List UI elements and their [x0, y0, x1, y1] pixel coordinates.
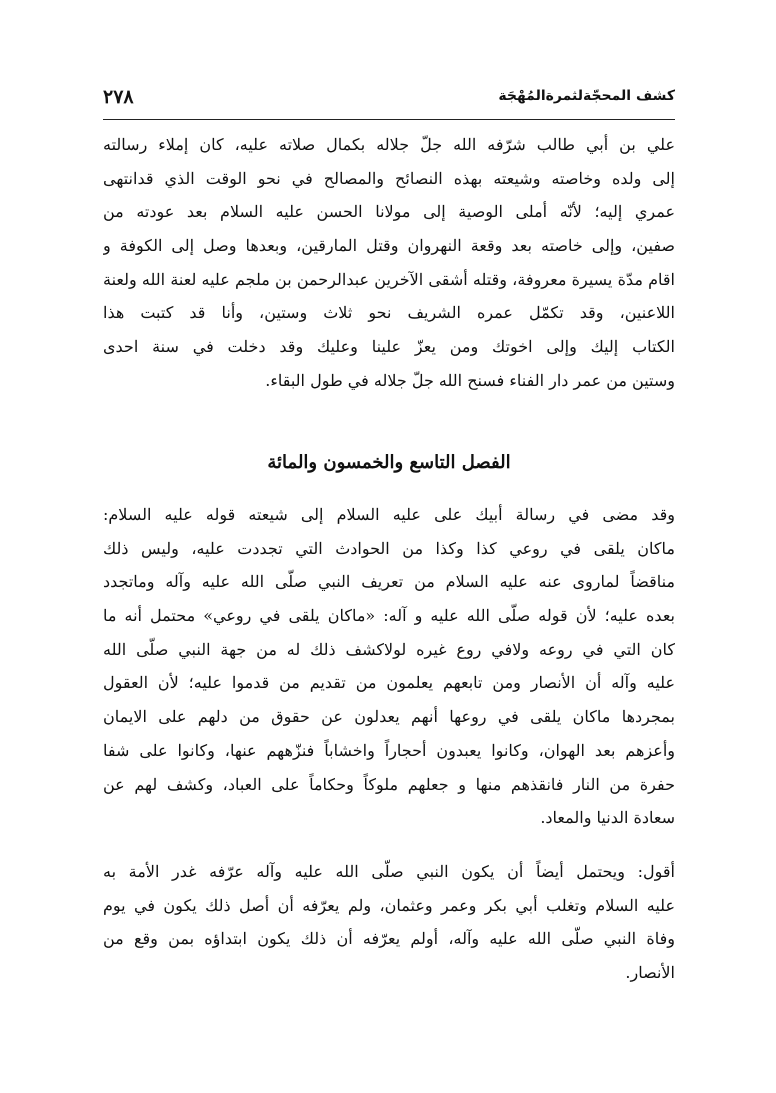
text-line: الكتاب إليك وإلى اخوتك ومن يعزّ علينا وعليك وقد دخلت في سنة احدى	[103, 337, 675, 357]
text-line: اللاعنين، وقد تكمّل عمره الشريف نحو ثلاث وستين، وأنا قد كتبت هذا	[103, 303, 675, 323]
text-line: وأعزهم بعد الهوان، وكانوا يعبدون أحجاراً واخشاباً فنزّههم عنها، وكانوا على شفا	[103, 740, 675, 760]
text-line: صفين، وإلى خاصته بعد وقعة النهروان وقتل المارقين، وبعدها وصل إلى الكوفة و	[103, 236, 675, 256]
text-line: اقام مدّة يسيرة معروفة، وقتله أشقى الآخرين عبدالرحمن بن ملجم عليه لعنة الله ولعنة	[103, 269, 675, 289]
text-line: بعده عليه؛ لأن قوله صلّى الله عليه و آله: «ماكان يلقى في روعي» محتمل أنه ما	[103, 606, 675, 626]
page-header	[103, 80, 675, 120]
text-line: عمري إليه؛ لأنّه أملى الوصية إلى مولانا الحسن عليه السلام بعد عودته من	[103, 202, 675, 222]
paragraph-3	[103, 855, 675, 990]
text-line: وقد مضى في رسالة أبيك على عليه السلام إلى شيعته قوله عليه السلام:	[103, 505, 675, 524]
text-line: علي بن أبي طالب شرّفه الله جلّ جلاله بكمال صلاته عليه، كان إملاء رسالته	[103, 135, 675, 154]
paragraph-1	[103, 128, 675, 398]
text-line: الأنصار.	[625, 963, 675, 983]
text-line: عليه وآله أن الأنصار ومن تابعهم يعلمون من تقديم من قدموا عليه؛ لأن العقول	[103, 673, 675, 693]
text-line: بمجردها ماكان يلقى في روعها أنهم يعدلون عن حقوق من دلهم على الايمان	[103, 707, 675, 727]
running-title: كشف المحجّةلثمرةالمُهْجَة	[498, 88, 675, 104]
page-number: ٢٧٨	[103, 86, 134, 108]
header-rule	[103, 119, 675, 120]
text-line: حفرة من النار فانقذهم منها و جعلهم ملوكاً وحكاماً على العباد، وكشف لهم عن	[103, 774, 675, 794]
text-line: عليه السلام وتغلب أبي بكر وعمر وعثمان، ولم يعرّفه أن أصل ذلك يكون في يوم	[103, 895, 675, 915]
text-line: وفاة النبي صلّى الله عليه وآله، أولم يعرّفه أن ذلك يكون ابتداؤه بمن وقع من	[103, 929, 675, 949]
text-line: مناقضاً لماروى عنه عليه السلام من تعريف النبي صلّى الله عليه وآله وماتجدد	[103, 572, 675, 592]
text-line: إلى ولده وخاصته وشيعته بهذه النصائح والمصالح في نحو الوقت الذي قدانتهى	[103, 168, 675, 188]
text-line: أقول: ويحتمل أيضاً أن يكون النبي صلّى الله عليه وآله عرّفه غدر الأمة به	[103, 862, 675, 881]
text-line: كان التي في روعه ولافي روع غيره لولاكشف ذلك له من جهة النبي صلّى الله	[103, 639, 675, 659]
text-line: سعادة الدنيا والمعاد.	[540, 808, 675, 828]
section-heading: الفصل التاسع والخمسون والمائة	[267, 452, 511, 473]
text-line: وستين من عمر دار الفناء فسنح الله جلّ جلاله في طول البقاء.	[265, 370, 675, 390]
text-line: ماكان يلقى في روعي كذا وكذا من الحوادث التي تجددت عليه، وليس ذلك	[103, 538, 675, 558]
paragraph-2	[103, 498, 675, 835]
